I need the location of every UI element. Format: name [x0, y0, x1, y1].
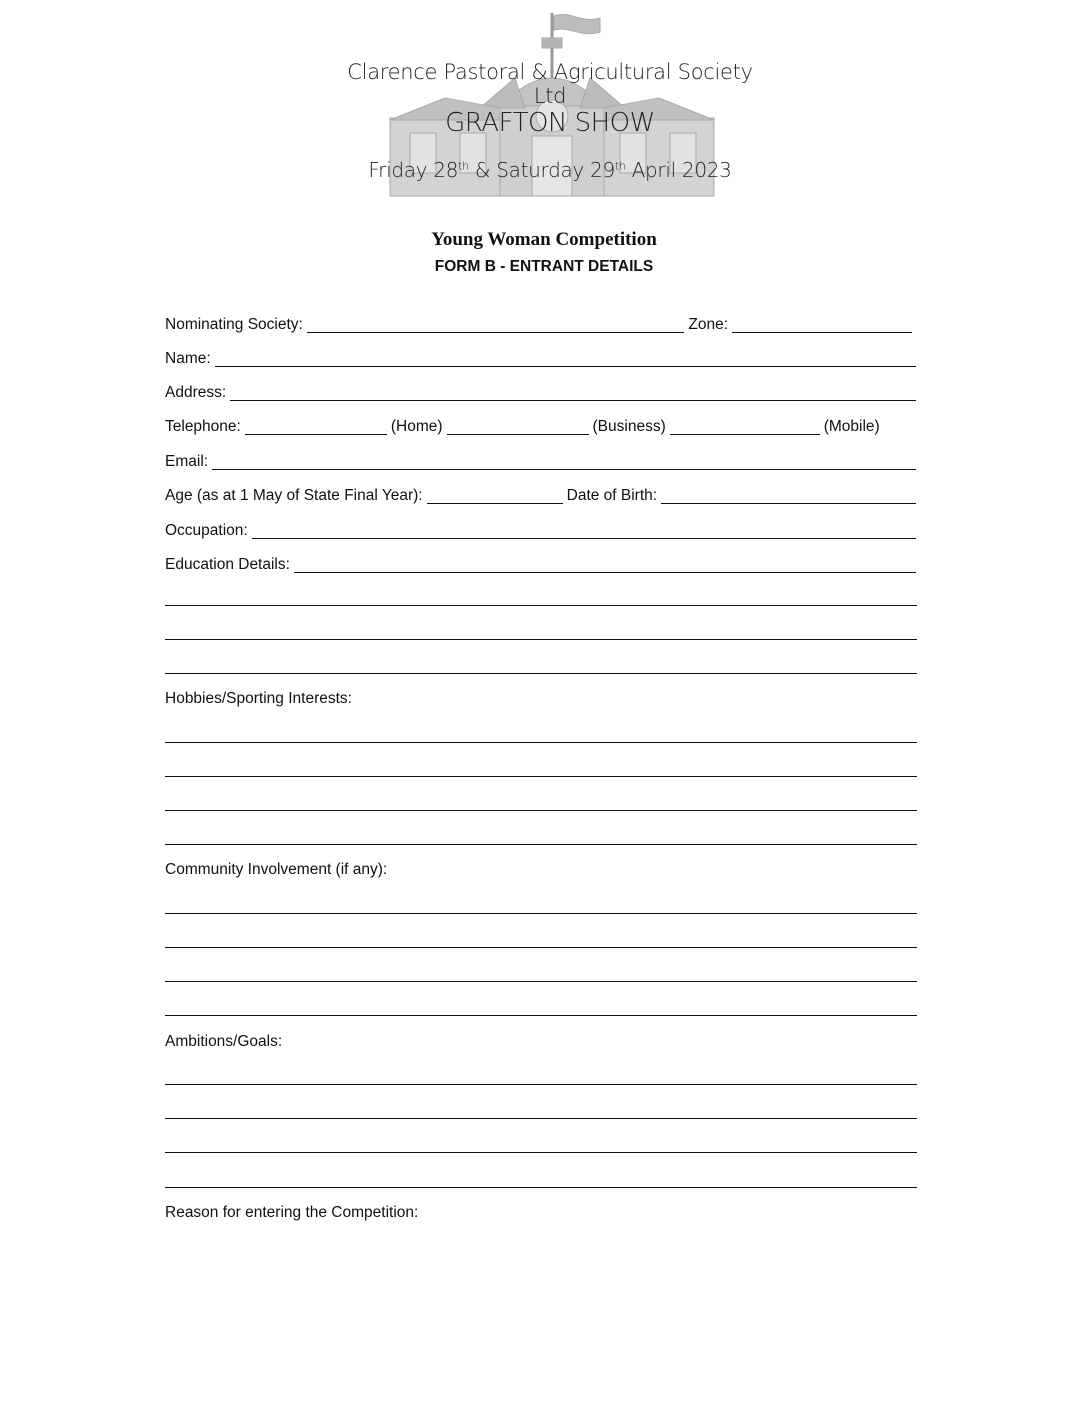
home-phone-field[interactable] [245, 419, 387, 435]
age-row [165, 485, 920, 505]
education-field[interactable] [294, 557, 916, 573]
education-line[interactable] [165, 639, 917, 640]
ambitions-line[interactable] [165, 1152, 917, 1153]
occupation-label: Occupation: [165, 522, 248, 539]
hobbies-line[interactable] [165, 844, 917, 845]
email-row [165, 451, 920, 471]
hobbies-label: Hobbies/Sporting Interests: [165, 690, 352, 707]
show-title: GRAFTON SHOW [445, 108, 655, 138]
zone-label: Zone: [688, 316, 728, 333]
dob-label: Date of Birth: [566, 487, 658, 504]
zone-field[interactable] [732, 317, 912, 333]
society-name: Clarence Pastoral & Agricultural Society Ltd [347, 60, 753, 108]
age-label: Age (as at 1 May of State Final Year): [165, 487, 423, 504]
ambitions-line[interactable] [165, 1187, 917, 1188]
mobile-phone-field[interactable] [670, 419, 820, 435]
dob-field[interactable] [661, 488, 916, 504]
email-field[interactable] [212, 454, 916, 470]
ambitions-line[interactable] [165, 1118, 917, 1119]
community-line[interactable] [165, 913, 917, 914]
hobbies-line[interactable] [165, 742, 917, 743]
reason-label: Reason for entering the Competition: [165, 1204, 419, 1221]
hobbies-line[interactable] [165, 810, 917, 811]
form-subtitle: FORM B - ENTRANT DETAILS [434, 258, 654, 275]
name-label: Name: [165, 350, 211, 367]
nominating-society-label: Nominating Society: [165, 316, 303, 333]
community-label: Community Involvement (if any): [165, 861, 388, 878]
education-row [165, 554, 920, 574]
education-line[interactable] [165, 605, 917, 606]
education-line[interactable] [165, 673, 917, 674]
home-label: (Home) [390, 418, 443, 435]
age-field[interactable] [427, 488, 563, 504]
hobbies-line[interactable] [165, 776, 917, 777]
community-line[interactable] [165, 1015, 917, 1016]
competition-title: Young Woman Competition [431, 229, 657, 250]
nominating-society-row [165, 314, 920, 334]
address-row [165, 382, 920, 402]
community-line[interactable] [165, 981, 917, 982]
name-field[interactable] [215, 351, 916, 367]
ambitions-label: Ambitions/Goals: [165, 1033, 283, 1050]
telephone-label: Telephone: [165, 418, 241, 435]
education-label: Education Details: [165, 556, 290, 573]
email-label: Email: [165, 453, 209, 470]
community-line[interactable] [165, 947, 917, 948]
occupation-row [165, 520, 920, 540]
address-label: Address: [165, 384, 227, 401]
telephone-row [165, 416, 920, 436]
show-header [340, 8, 760, 208]
business-phone-field[interactable] [447, 419, 589, 435]
ambitions-line[interactable] [165, 1084, 917, 1085]
name-row [165, 348, 920, 368]
address-field[interactable] [230, 385, 916, 401]
business-label: (Business) [592, 418, 666, 435]
mobile-label: (Mobile) [823, 418, 880, 435]
nominating-society-field[interactable] [307, 317, 685, 333]
show-dates: Friday 28th & Saturday 29th April 2023 [368, 158, 732, 182]
occupation-field[interactable] [252, 523, 916, 539]
